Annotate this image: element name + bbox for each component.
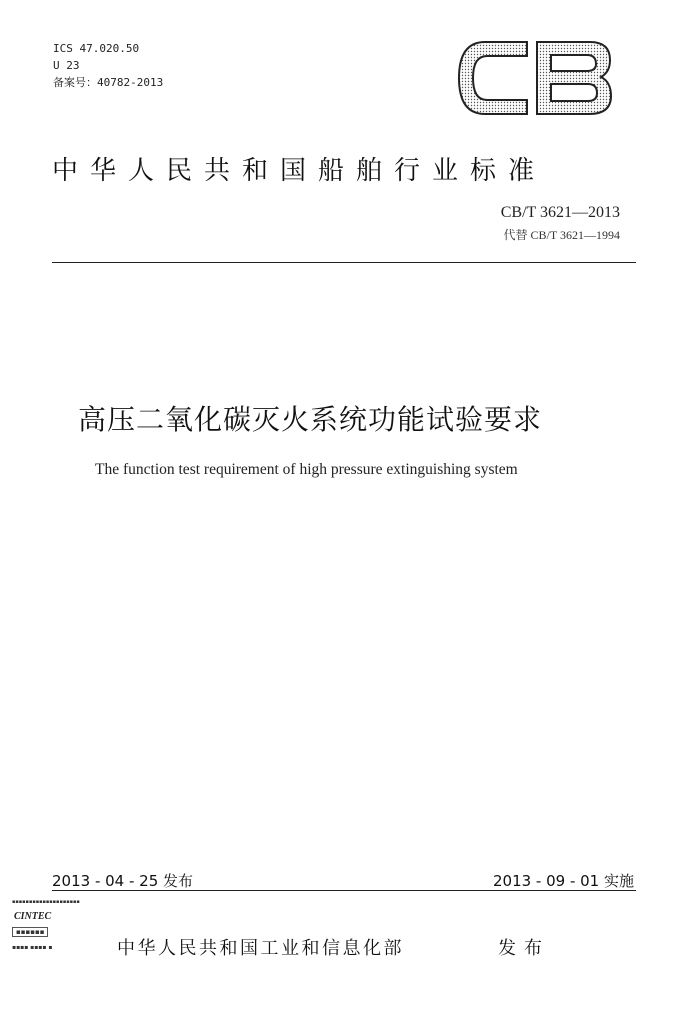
cb-logo [455, 38, 615, 118]
document-title-chinese: 高压二氧化碳灭火系统功能试验要求 [78, 403, 543, 436]
classification-code: U 23 [53, 59, 80, 72]
filing-number: 备案号：40782-2013 [53, 76, 164, 89]
top-divider [52, 262, 636, 263]
stamp-logo: CINTEC [14, 911, 52, 922]
stamp-footer: ▪▪▪▪ ▪▪▪▪ ▪ [12, 944, 53, 951]
header-metadata [53, 40, 163, 91]
bottom-divider [52, 890, 636, 891]
issue-label: 发布 [498, 938, 550, 959]
stamp-label: ▪▪▪▪▪▪ [12, 927, 48, 937]
anti-counterfeit-stamp [8, 897, 106, 961]
replaces-standard: 代替 CB/T 3621—1994 [503, 228, 620, 242]
organization-title: 中华人民共和国船舶行业标准 [52, 156, 547, 186]
document-title-english: The function test requirement of high pressure extinguishing system [95, 461, 518, 478]
publish-date: 2013 - 04 - 25 发布 [52, 872, 194, 890]
stamp-serial: ▪▪▪▪▪▪▪▪▪▪▪▪▪▪▪▪▪▪▪▪ [12, 899, 80, 905]
implementation-date: 2013 - 09 - 01 实施 [492, 872, 634, 890]
issuing-authority: 中华人民共和国工业和信息化部 [117, 938, 404, 959]
standard-number: CB/T 3621—2013 [500, 204, 620, 221]
ics-code: ICS 47.020.50 [53, 42, 140, 55]
